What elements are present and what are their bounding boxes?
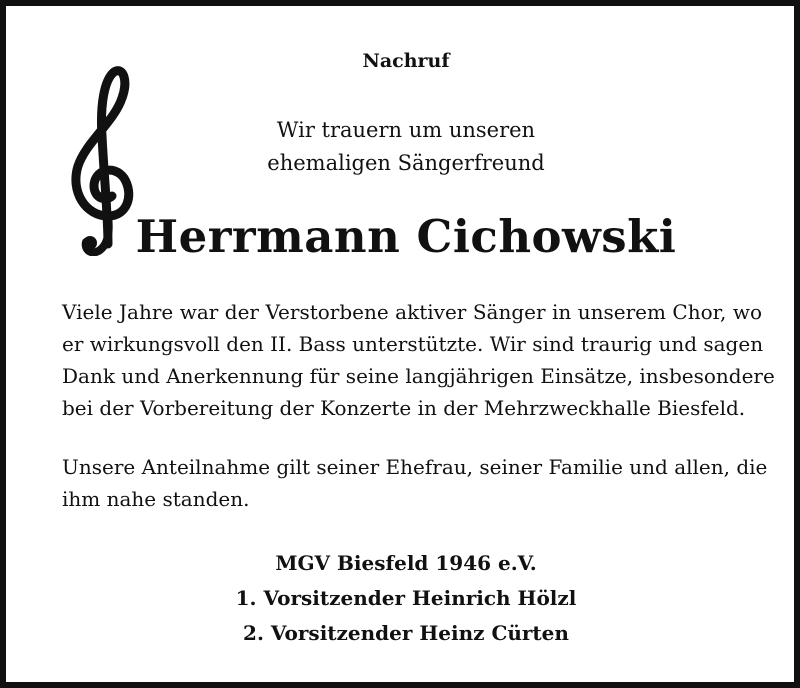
paragraph-line: ihm nahe standen. [62,487,250,511]
paragraph-line: Viele Jahre war der Verstorbene aktiver Sänger in unserem Chor, wo [62,300,762,324]
signature-chair-2: 2. Vorsitzender Heinz Cürten [243,621,569,645]
paragraph-line: Unsere Anteilnahme gilt seiner Ehefrau, seiner Familie und allen, die [62,455,768,479]
notice-heading: Nachruf [362,50,450,72]
paragraph-condolence [62,451,768,515]
intro-line-2: ehemaligen Sängerfreund [267,151,545,175]
deceased-name: Herrmann Cichowski [135,210,677,263]
paragraph-line: Dank und Anerkennung für seine langjährigen Einsätze, insbesondere [62,364,775,388]
intro-line-1: Wir trauern um unseren [276,118,536,142]
signature-club: MGV Biesfeld 1946 e.V. [275,551,537,575]
paragraph-tribute [62,296,775,424]
paragraph-line: er wirkungsvoll den II. Bass unterstützte. Wir sind traurig und sagen [62,332,764,356]
paragraph-line: bei der Vorbereitung der Konzerte in der Mehrzweckhalle Biesfeld. [62,396,746,420]
signature-chair-1: 1. Vorsitzender Heinrich Hölzl [235,586,577,610]
